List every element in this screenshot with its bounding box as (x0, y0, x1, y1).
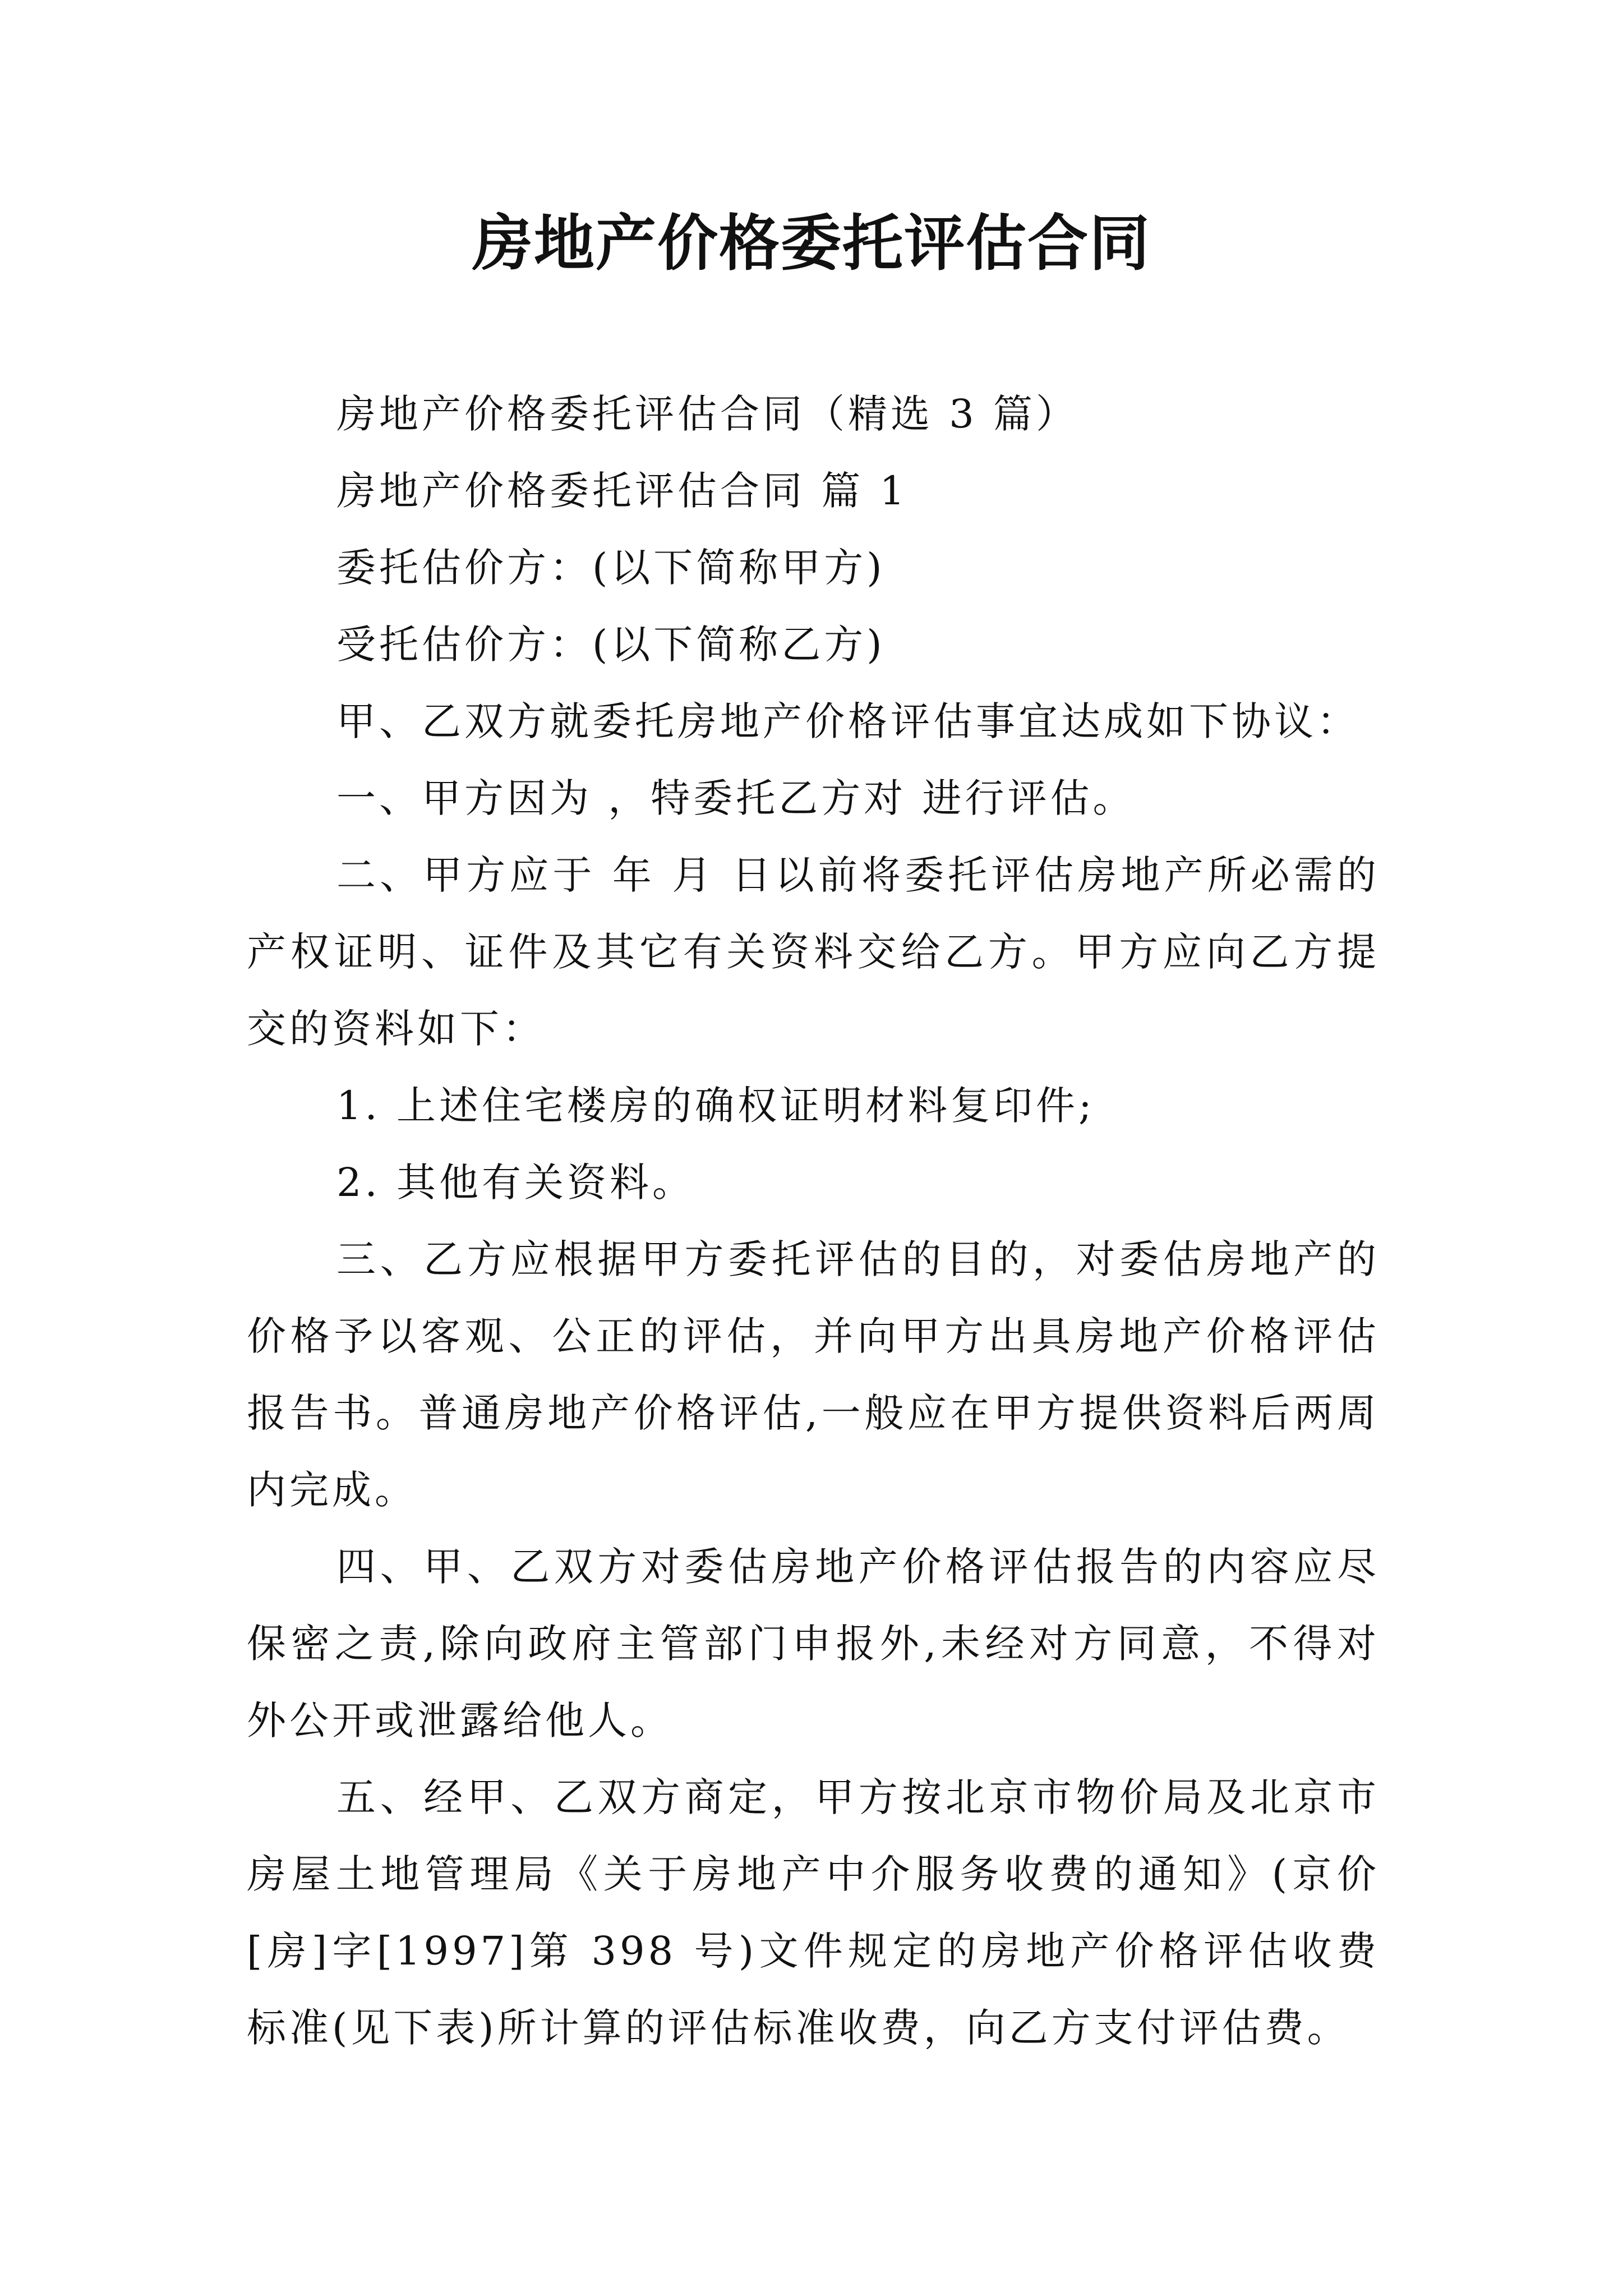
paragraph-agreement-intro: 甲、乙双方就委托房地产价格评估事宜达成如下协议： (336, 698, 1359, 744)
paragraph-section-heading: 房地产价格委托评估合同 篇 1 (336, 468, 909, 514)
paragraph-clause-3: 三、乙方应根据甲方委托评估的目的，对委估房地产的价格予以客观、公正的评估，并向甲方出具房地产价格评估报告书。普通房地产价格评估,一般应在甲方提供资料后两周内完成。 (247, 1236, 1380, 1513)
paragraph-clause-2: 二、甲方应于 年 月 日以前将委托评估房地产所必需的产权证明、证件及其它有关资料交给乙方。甲方应向乙方提交的资料如下： (247, 852, 1380, 1052)
document-title: 房地产价格委托评估合同 (472, 209, 1151, 279)
paragraph-list-item-2: 2. 其他有关资料。 (336, 1159, 695, 1205)
paragraph-clause-4: 四、甲、乙双方对委估房地产价格评估报告的内容应尽保密之责,除向政府主管部门申报外,未经对方同意，不得对外公开或泄露给他人。 (247, 1544, 1380, 1743)
paragraph-clause-1: 一、甲方因为 ，特委托乙方对 进行评估。 (336, 775, 1136, 821)
paragraph-clause-5: 五、经甲、乙双方商定，甲方按北京市物价局及北京市房屋土地管理局《关于房地产中介服务收费的通知》(京价[房]字[1997]第 398 号)文件规定的房地产价格评估收费标准(见下表)所计算的评估标准收费，向乙方支付评估费。 (247, 1774, 1380, 2051)
paragraph-list-item-1: 1. 上述住宅楼房的确权证明材料复印件; (336, 1083, 1095, 1129)
paragraph-subtitle: 房地产价格委托评估合同（精选 3 篇） (336, 391, 1079, 437)
paragraph-party-b: 受托估价方：(以下简称乙方) (336, 622, 886, 668)
paragraph-party-a: 委托估价方：(以下简称甲方) (336, 545, 886, 591)
document-body (247, 376, 1380, 2067)
